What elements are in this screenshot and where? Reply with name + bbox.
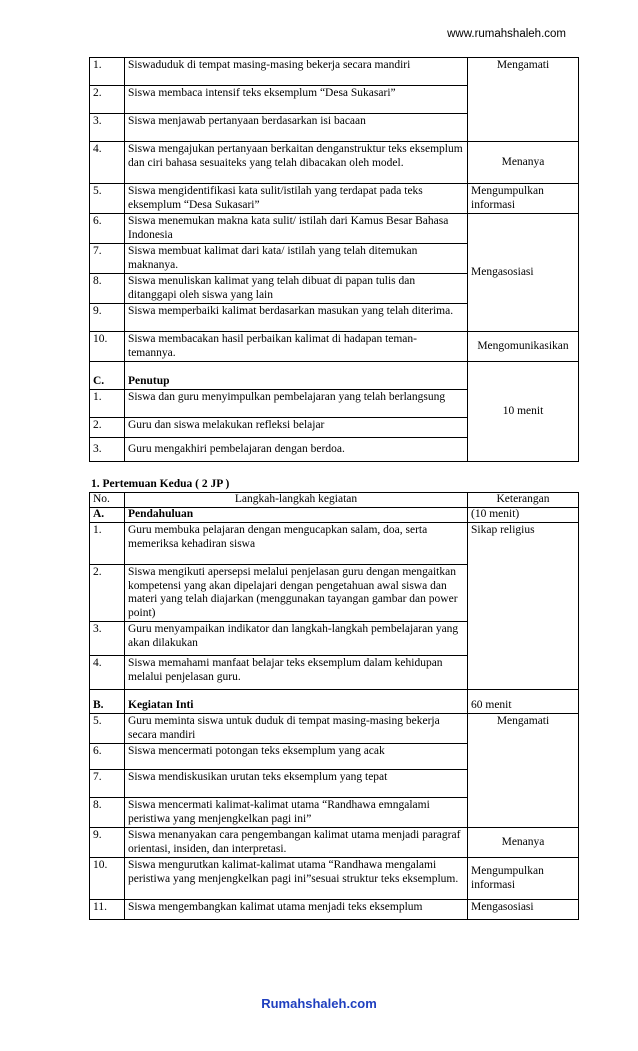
col-header-activity: Langkah-langkah kegiatan <box>125 493 468 508</box>
row-number: 8. <box>90 798 125 828</box>
row-number: 3. <box>90 114 125 142</box>
row-activity: Siswa mencermati kalimat-kalimat utama “Randhawa emngalami peristiwa yang menjengkelkan pagi ini” <box>125 798 468 828</box>
row-activity: Siswa memahami manfaat belajar teks eksemplum dalam kehidupan melalui penjelasan guru. <box>125 656 468 690</box>
meeting-title: 1. Pertemuan Kedua ( 2 JP ) <box>91 478 230 490</box>
row-activity: Guru mengakhiri pembelajaran dengan berdoa. <box>125 438 468 462</box>
section-header-row <box>90 690 579 714</box>
inti-time: 60 menit <box>468 690 579 714</box>
row-activity: Siswa mengidentifikasi kata sulit/istilah yang terdapat pada teks eksemplum “Desa Sukasari” <box>125 184 468 214</box>
row-number: 11. <box>90 900 125 920</box>
row-number: 7. <box>90 244 125 274</box>
row-number: 3. <box>90 438 125 462</box>
row-number: 6. <box>90 744 125 770</box>
table-row <box>90 714 579 744</box>
row-activity: Siswa membacakan hasil perbaikan kalimat di hadapan teman-temannya. <box>125 332 468 362</box>
row-activity: Guru meminta siswa untuk duduk di tempat masing-masing bekerja secara mandiri <box>125 714 468 744</box>
row-number: 4. <box>90 142 125 184</box>
note-menanya: Menanya <box>468 142 579 184</box>
section-letter: C. <box>90 362 125 390</box>
row-activity: Siswa menemukan makna kata sulit/ istilah dari Kamus Besar Bahasa Indonesia <box>125 214 468 244</box>
activities-table-1 <box>89 57 579 462</box>
row-activity: Siswa dan guru menyimpulkan pembelajaran yang telah berlangsung <box>125 390 468 418</box>
row-number: 1. <box>90 523 125 565</box>
row-activity: Guru dan siswa melakukan refleksi belajar <box>125 418 468 438</box>
table-row <box>90 523 579 565</box>
row-number: 2. <box>90 418 125 438</box>
table-row <box>90 332 579 362</box>
section-title: Kegiatan Inti <box>125 690 468 714</box>
note-menanya: Menanya <box>468 828 579 858</box>
row-activity: Siswa mengajukan pertanyaan berkaitan denganstruktur teks eksemplum dan ciri bahasa sesuaiteks yang telah dibacakan oleh model. <box>125 142 468 184</box>
note-mengamati: Mengamati <box>468 58 579 142</box>
note-mengasosiasi: Mengasosiasi <box>468 900 579 920</box>
row-activity: Siswa mencermati potongan teks eksemplum yang acak <box>125 744 468 770</box>
row-number: 4. <box>90 656 125 690</box>
row-activity: Siswa menjawab pertanyaan berdasarkan isi bacaan <box>125 114 468 142</box>
row-number: 1. <box>90 390 125 418</box>
row-number: 1. <box>90 58 125 86</box>
header-url: www.rumahshaleh.com <box>447 28 566 40</box>
row-activity: Guru menyampaikan indikator dan langkah-langkah pembelajaran yang akan dilakukan <box>125 622 468 656</box>
row-activity: Siswa mengikuti apersepsi melalui penjelasan guru dengan mengaitkan kompetensi yang akan dipelajari dengan pengetahuan awal siswa dan materi yang telah diajarkan (menggunakan tayangan gambar dan power point) <box>125 565 468 622</box>
row-number: 10. <box>90 332 125 362</box>
section-header-row <box>90 362 579 390</box>
note-mengomunikasikan: Mengomunikasikan <box>468 332 579 362</box>
row-activity: Siswa mendiskusikan urutan teks eksemplum yang tepat <box>125 770 468 798</box>
row-activity: Siswa membaca intensif teks eksemplum “Desa Sukasari” <box>125 86 468 114</box>
section-title: Pendahuluan <box>125 508 468 523</box>
note-mengasosiasi: Mengasosiasi <box>468 214 579 332</box>
note-mengamati: Mengamati <box>468 714 579 828</box>
col-header-note: Keterangan <box>468 493 579 508</box>
row-activity: Siswa menuliskan kalimat yang telah dibuat di papan tulis dan ditanggapi oleh siswa yang lain <box>125 274 468 304</box>
row-number: 9. <box>90 304 125 332</box>
row-number: 9. <box>90 828 125 858</box>
row-activity: Siswa mengurutkan kalimat-kalimat utama “Randhawa mengalami peristiwa yang menjengkelkan pagi ini”sesuai struktur teks eksemplum. <box>125 858 468 900</box>
row-activity: Guru membuka pelajaran dengan mengucapkan salam, doa, serta memeriksa kehadiran siswa <box>125 523 468 565</box>
col-header-no: No. <box>90 493 125 508</box>
penutup-time: 10 menit <box>468 362 579 462</box>
table-row <box>90 858 579 900</box>
section-letter: A. <box>90 508 125 523</box>
footer-brand: Rumahshaleh.com <box>261 996 377 1011</box>
row-activity: Siswaduduk di tempat masing-masing bekerja secara mandiri <box>125 58 468 86</box>
row-number: 5. <box>90 184 125 214</box>
row-activity: Siswa membuat kalimat dari kata/ istilah yang telah ditemukan maknanya. <box>125 244 468 274</box>
table-header-row <box>90 493 579 508</box>
note-sikap-religius: Sikap religius <box>468 523 579 690</box>
section-title: Penutup <box>125 362 468 390</box>
section-header-row <box>90 508 579 523</box>
table-row <box>90 214 579 244</box>
row-activity: Siswa memperbaiki kalimat berdasarkan masukan yang telah diterima. <box>125 304 468 332</box>
row-number: 2. <box>90 565 125 622</box>
row-number: 6. <box>90 214 125 244</box>
note-mengumpulkan: Mengumpulkan informasi <box>468 858 579 900</box>
note-mengumpulkan: Mengumpulkan informasi <box>468 184 579 214</box>
table-row <box>90 828 579 858</box>
row-number: 3. <box>90 622 125 656</box>
row-number: 5. <box>90 714 125 744</box>
row-number: 10. <box>90 858 125 900</box>
row-activity: Siswa menanyakan cara pengembangan kalimat utama menjadi paragraf orientasi, insiden, dan interpretasi. <box>125 828 468 858</box>
section-letter: B. <box>90 690 125 714</box>
table-row <box>90 184 579 214</box>
row-number: 7. <box>90 770 125 798</box>
pendahuluan-time: (10 menit) <box>468 508 579 523</box>
table-row <box>90 900 579 920</box>
row-number: 8. <box>90 274 125 304</box>
activities-table-2 <box>89 492 579 920</box>
table-row <box>90 142 579 184</box>
row-number: 2. <box>90 86 125 114</box>
table-row <box>90 58 579 86</box>
row-activity: Siswa mengembangkan kalimat utama menjadi teks eksemplum <box>125 900 468 920</box>
